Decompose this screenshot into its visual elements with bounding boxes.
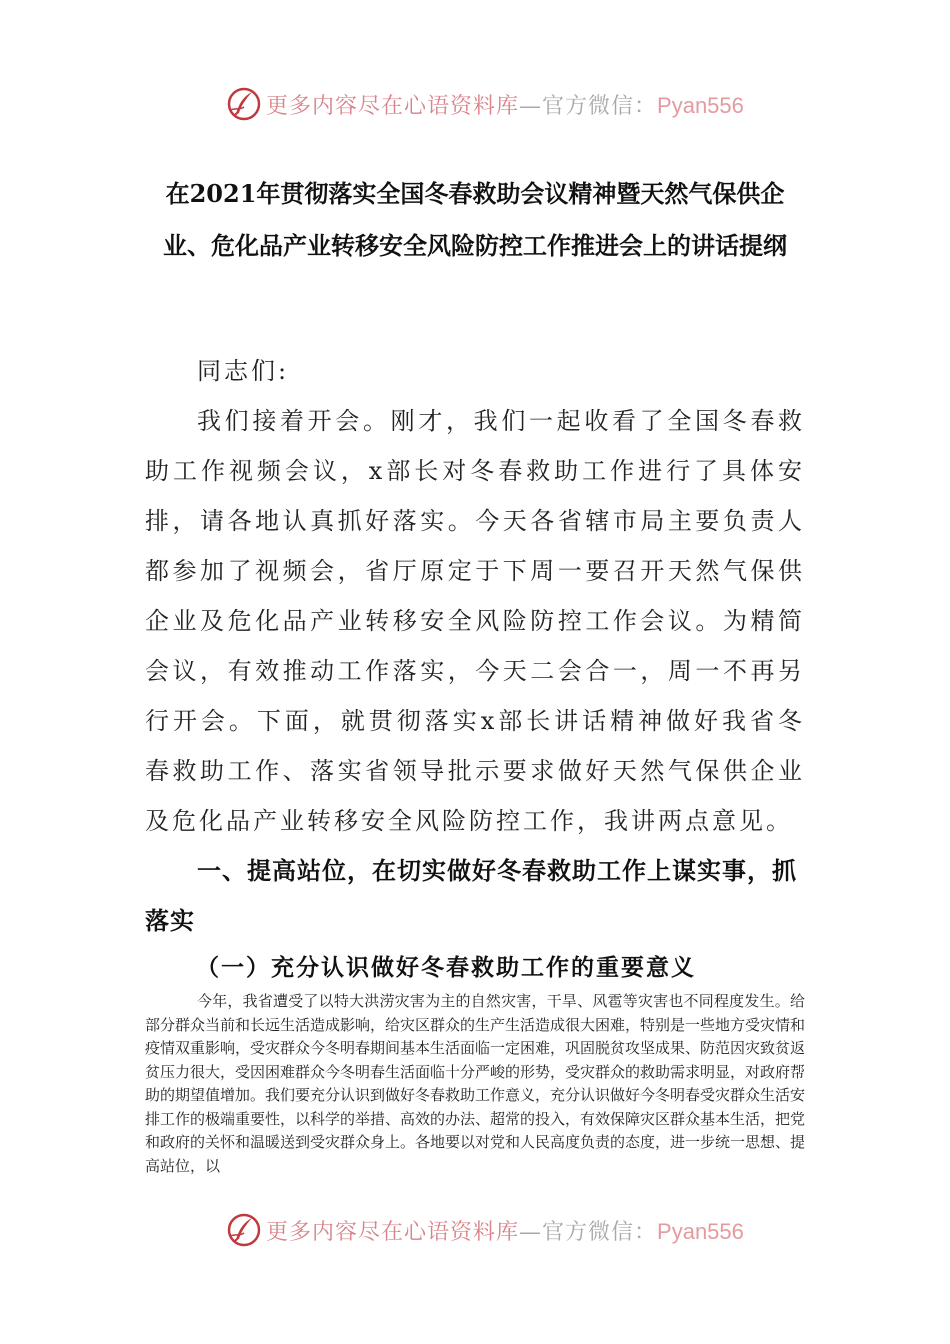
intro-paragraph: 我们接着开会。刚才，我们一起收看了全国冬春救助工作视频会议，x部长对冬春救助工作进行了具体安排，请各地认真抓好落实。今天各省辖市局主要负责人都参加了视频会，省厅原定于下周一要召开天然气保供企业及危化品产业转移安全风险防控工作会议。为精简会议，有效推动工作落实，今天二会合一，周一不再另行开会。下面，就贯彻落实x部长讲话精神做好我省冬春救助工作、落实省领导批示要求做好天然气保供企业及危化品产业转移安全风险防控工作，我讲两点意见。	[145, 407, 805, 835]
header-banner	[226, 82, 746, 126]
document-title: 在2021年贯彻落实全国冬春救助会议精神暨天然气保供企业、危化品产业转移安全风险防控工作推进会上的讲话提纲	[163, 179, 787, 260]
banner-wechat-id: Pyan556	[657, 92, 744, 118]
banner-wechat-id: Pyan556	[657, 1218, 744, 1244]
quill-pen-logo-icon	[226, 1212, 262, 1248]
banner-wechat-label: 官方微信：	[542, 93, 658, 119]
banner-separator: —	[519, 1219, 543, 1245]
banner-wechat-label: 官方微信：	[542, 1219, 658, 1245]
banner-separator: —	[519, 93, 543, 119]
banner-main-text: 更多内容尽在心语资料库	[266, 1219, 520, 1245]
body-paragraph: 今年，我省遭受了以特大洪涝灾害为主的自然灾害，干旱、风雹等灾害也不同程度发生。给部分群众当前和长远生活造成影响，给灾区群众的生产生活造成很大困难，特别是一些地方受灾情和疫情双重影响，受灾群众今冬明春期间基本生活面临一定困难，巩固脱贫攻坚成果、防范因灾致贫返贫压力很大，受因困难群众今冬明春生活面临十分严峻的形势，受灾群众的救助需求明显，对政府帮助的期望值增加。我们要充分认识到做好冬春救助工作意义，充分认识做好今冬明春受灾群众生活安排工作的极端重要性，以科学的举措、高效的办法、超常的投入，有效保障灾区群众基本生活，把党和政府的关怀和温暖送到受灾群众身上。各地要以对党和人民高度负责的态度，进一步统一思想、提高站位，以	[145, 992, 806, 1175]
salutation: 同志们:	[197, 357, 290, 385]
section-heading-1: 一、提高站位，在切实做好冬春救助工作上谋实事，抓落实	[145, 857, 797, 935]
footer-banner	[226, 1208, 746, 1252]
banner-main-text: 更多内容尽在心语资料库	[266, 93, 520, 119]
subsection-heading-1: （一）充分认识做好冬春救助工作的重要意义	[196, 954, 696, 981]
quill-pen-logo-icon	[226, 86, 262, 122]
